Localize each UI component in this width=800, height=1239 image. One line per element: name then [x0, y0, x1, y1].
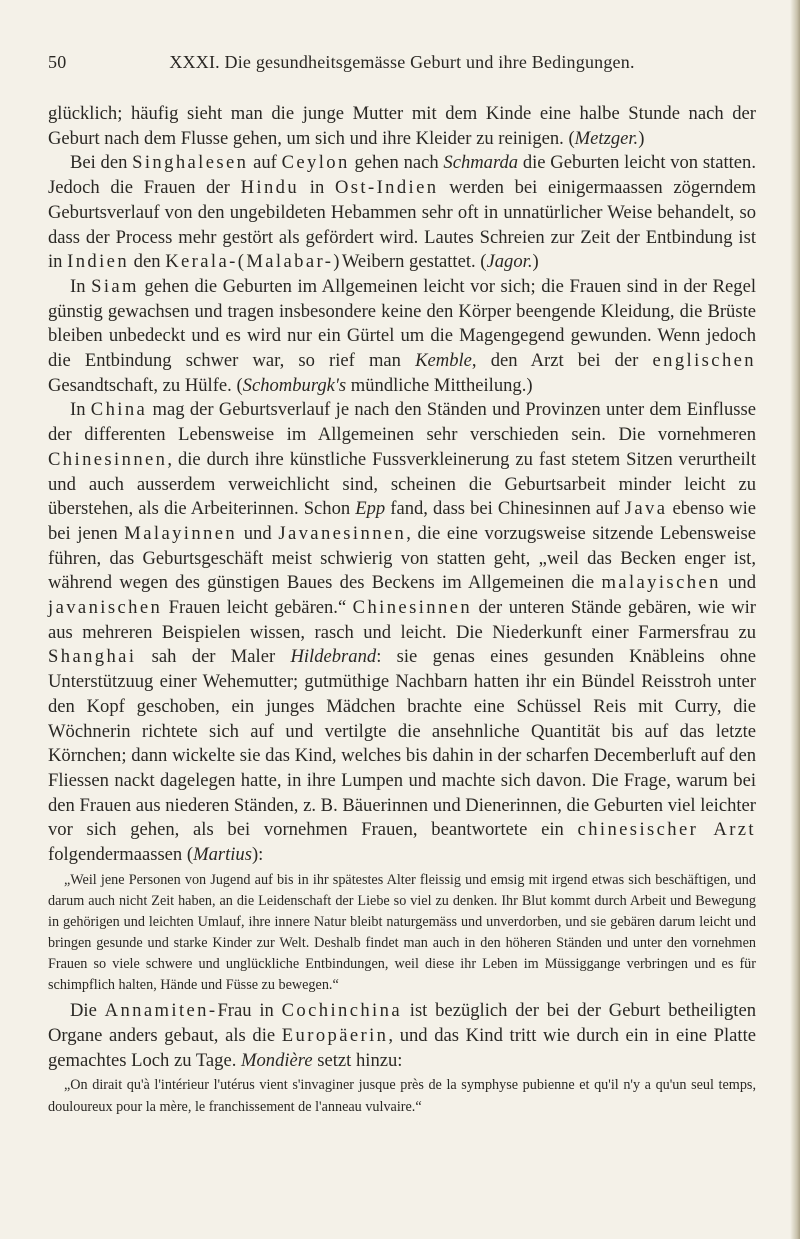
text-run: ebenso wie bei jenen — [48, 498, 756, 544]
italic-run: Jagor. — [486, 251, 533, 273]
text-run: „Weil jene Personen von Jugend auf bis in ihr spätestes Alter fleissig und emsig mit irgend etwas sich beschäftigen, und darum auch nicht Zeit haben, an die Leidenschaft der Liebe so viel zu denken. Ihr Blut kommt durch Arbeit und Bewegung in gehörigen und leichten Umlauf, ihre innere Natur bleibt naturgemäss und unverdorben, und sie gebären darum leicht und bringen gesunde und starke Kinder zur Welt. Deshalb findet man auch in den höheren Ständen und unter den vornehmen Frauen so viele schwere und unglückliche Entbindungen, weil diese ihr Leben im Müssiggange verbringen und es für schimpflich halten, Hände und Füsse zu bewegen.“ — [48, 871, 756, 994]
block-quote — [48, 870, 756, 997]
italic-run: Schomburgk's — [242, 374, 347, 396]
page-number: 50 — [48, 52, 67, 72]
text-run: folgendermaassen ( — [48, 844, 194, 866]
spaced-emphasis-run: Singhalesen — [132, 152, 249, 174]
text-run: , die durch ihre künstliche Fussverkleinerung zu fast stetem Sitzen verurtheilt und auch ausserdem verweichlicht sind, scheinen die Geburtsarbeit minder leicht zu überstehen, als die Arbeiterinnen. Schon — [48, 448, 756, 520]
text-run: der unteren Stände gebären, wie wir aus mehreren Beispielen wissen, rasch und leicht. Die Niederkunft einer Farmersfrau zu — [48, 597, 756, 643]
italic-run: Metzger. — [574, 127, 639, 149]
page-body — [48, 102, 756, 1118]
paragraph — [48, 102, 756, 151]
page-edge-shadow — [790, 0, 800, 1239]
text-run: , den Arzt bei der — [471, 350, 653, 372]
spaced-emphasis-run: Java — [624, 498, 668, 520]
paragraph — [48, 398, 756, 867]
text-run: und — [720, 572, 756, 594]
italic-run: Martius — [193, 844, 252, 866]
text-run: mag der Geburtsverlauf je nach den Ständen und Provinzen unter dem Einflusse der differenten Lebensweise im Allgemeinen sehr verschieden sein. Die vornehmeren — [48, 399, 756, 446]
text-run: auf — [248, 152, 282, 174]
spaced-emphasis-run: Kerala-(Malabar-) — [165, 251, 342, 273]
spaced-emphasis-run: Ceylon — [281, 152, 350, 174]
text-run: fand, dass bei Chinesinnen auf — [385, 498, 625, 520]
block-quote — [48, 1075, 756, 1117]
spaced-emphasis-run: China — [90, 399, 148, 421]
italic-run: Hildebrand — [290, 646, 377, 668]
text-run: : sie genas eines gesunden Knäbleins ohne Unterstützuug einer Wehemutter; gutmüthige Nachbarn hatten ihr ein Bündel Reisstroh unter den Kopf geschoben, ein junges Mädchen brachte eine Schüssel Reis mit Curry, die Wöchnerin richtete sich auf und vertilgte die ansehnliche Quantität bis auf das letzte Körnchen; dann wickelte sie das Kind, welches bis dahin in der scharfen Decemberluft auf den Fliessen nackt dagelegen hatte, in ihre Lumpen und machte sich davon. Die Frage, warum bei den Frauen aus niederen Ständen, z. B. Bäuerinnen und Dienerinnen, die Geburten viel leichter vor sich gehen, als bei vornehmen Frauen, beantwortete ein — [48, 646, 756, 841]
spaced-emphasis-run: javanischen — [48, 597, 163, 619]
spaced-emphasis-run: Siam — [91, 275, 139, 297]
text-run: ): — [251, 844, 264, 866]
text-run: In — [70, 275, 92, 297]
text-run: ist bezüglich der bei der Geburt betheiligten Organe anders gebaut, als die — [48, 1000, 756, 1047]
text-run: in — [299, 177, 335, 199]
spaced-emphasis-run: chinesischer Arzt — [577, 819, 757, 841]
italic-run: Mondière — [241, 1049, 313, 1071]
italic-run: Epp — [355, 498, 386, 520]
spaced-emphasis-run: malayischen — [601, 572, 721, 594]
text-run: , die eine vorzugsweise sitzende Lebensweise führen, das Geburtsgeschäft meist schwierig von statten geht, „weil das Becken enger ist, während wegen des günstigen Baues des Beckens im Allgemeinen die — [48, 522, 757, 594]
text-run: In — [70, 399, 91, 421]
paragraph — [48, 151, 756, 275]
spaced-emphasis-run: englischen — [652, 350, 756, 372]
text-run: ) — [532, 251, 539, 273]
text-run: „On dirait qu'à l'intérieur l'utérus vient s'invaginer jusque près de la symphyse pubienne et qu'il n'y a qu'un seul temps, douloureux pour la mère, le franchissement de l'anneau vulvaire.“ — [48, 1077, 756, 1115]
text-run: die Geburten leicht von statten. Jedoch die Frauen der — [48, 152, 757, 199]
text-run: und — [237, 522, 279, 544]
text-run: Weibern gestattet. ( — [341, 251, 487, 273]
text-run: Frauen leicht gebären.“ — [162, 597, 353, 619]
spaced-emphasis-run: Cochinchina — [281, 1000, 402, 1022]
paragraph — [48, 999, 756, 1073]
text-run: ) — [638, 127, 645, 149]
spaced-emphasis-run: Chinesinnen — [48, 448, 168, 470]
spaced-emphasis-run: Ost-Indien — [334, 177, 439, 199]
book-page — [48, 52, 756, 1121]
italic-run: Schmarda — [443, 152, 519, 174]
text-run: glücklich; häufig sieht man die junge Mutter mit dem Kinde eine halbe Stunde nach der Geburt nach dem Flusse gehen, um sich und ihre Kleider zu reinigen. ( — [48, 103, 756, 149]
spaced-emphasis-run: Europäerin — [281, 1025, 389, 1047]
text-run: gehen nach — [349, 152, 444, 174]
text-run: Die — [70, 1000, 105, 1022]
text-run: Bei den — [70, 152, 133, 174]
italic-run: Kemble — [415, 350, 472, 372]
text-run: Frau in — [217, 1000, 282, 1022]
spaced-emphasis-run: Javanesinnen — [278, 522, 407, 544]
text-run: Gesandtschaft, zu Hülfe. ( — [48, 374, 243, 396]
text-run: mündliche Mittheilung.) — [346, 374, 533, 396]
paragraph — [48, 275, 756, 399]
text-run: , und das Kind tritt wie durch ein in eine Platte gemachtes Loch zu Tage. — [48, 1025, 756, 1071]
spaced-emphasis-run: Annamiten- — [104, 1000, 218, 1022]
spaced-emphasis-run: Hindu — [240, 177, 300, 199]
spaced-emphasis-run: Chinesinnen — [352, 597, 473, 619]
spaced-emphasis-run: Shanghai — [48, 646, 137, 668]
spaced-emphasis-run: Malayinnen — [124, 522, 238, 544]
text-run: gehen die Geburten im Allgemeinen leicht vor sich; die Frauen sind in der Regel günstig gewachsen und tragen insbesondere keine den Körper beengende Kleidung, die Brüste bleiben unbedeckt und es wird nur ein Gürtel um die Magengegend gewunden. Wenn jedoch die Entbindung schwer war, so rief man — [48, 275, 757, 372]
text-run: setzt hinzu: — [312, 1049, 403, 1071]
text-run: den — [129, 251, 166, 273]
text-run: werden bei einigermaassen zögerndem Geburtsverlauf von den ungebildeten Hebammen sehr oft in unnatürlicher Weise behandelt, so dass der Process mehr gestört als gefördert wird. Lautes Schreien zur Zeit der Entbindung ist in — [48, 177, 756, 273]
page-header — [48, 52, 756, 80]
spaced-emphasis-run: Indien — [67, 251, 130, 273]
text-run: sah der Maler — [136, 646, 291, 668]
running-title: XXXI. Die gesundheitsgemässe Geburt und ihre Bedingungen. — [169, 52, 635, 72]
